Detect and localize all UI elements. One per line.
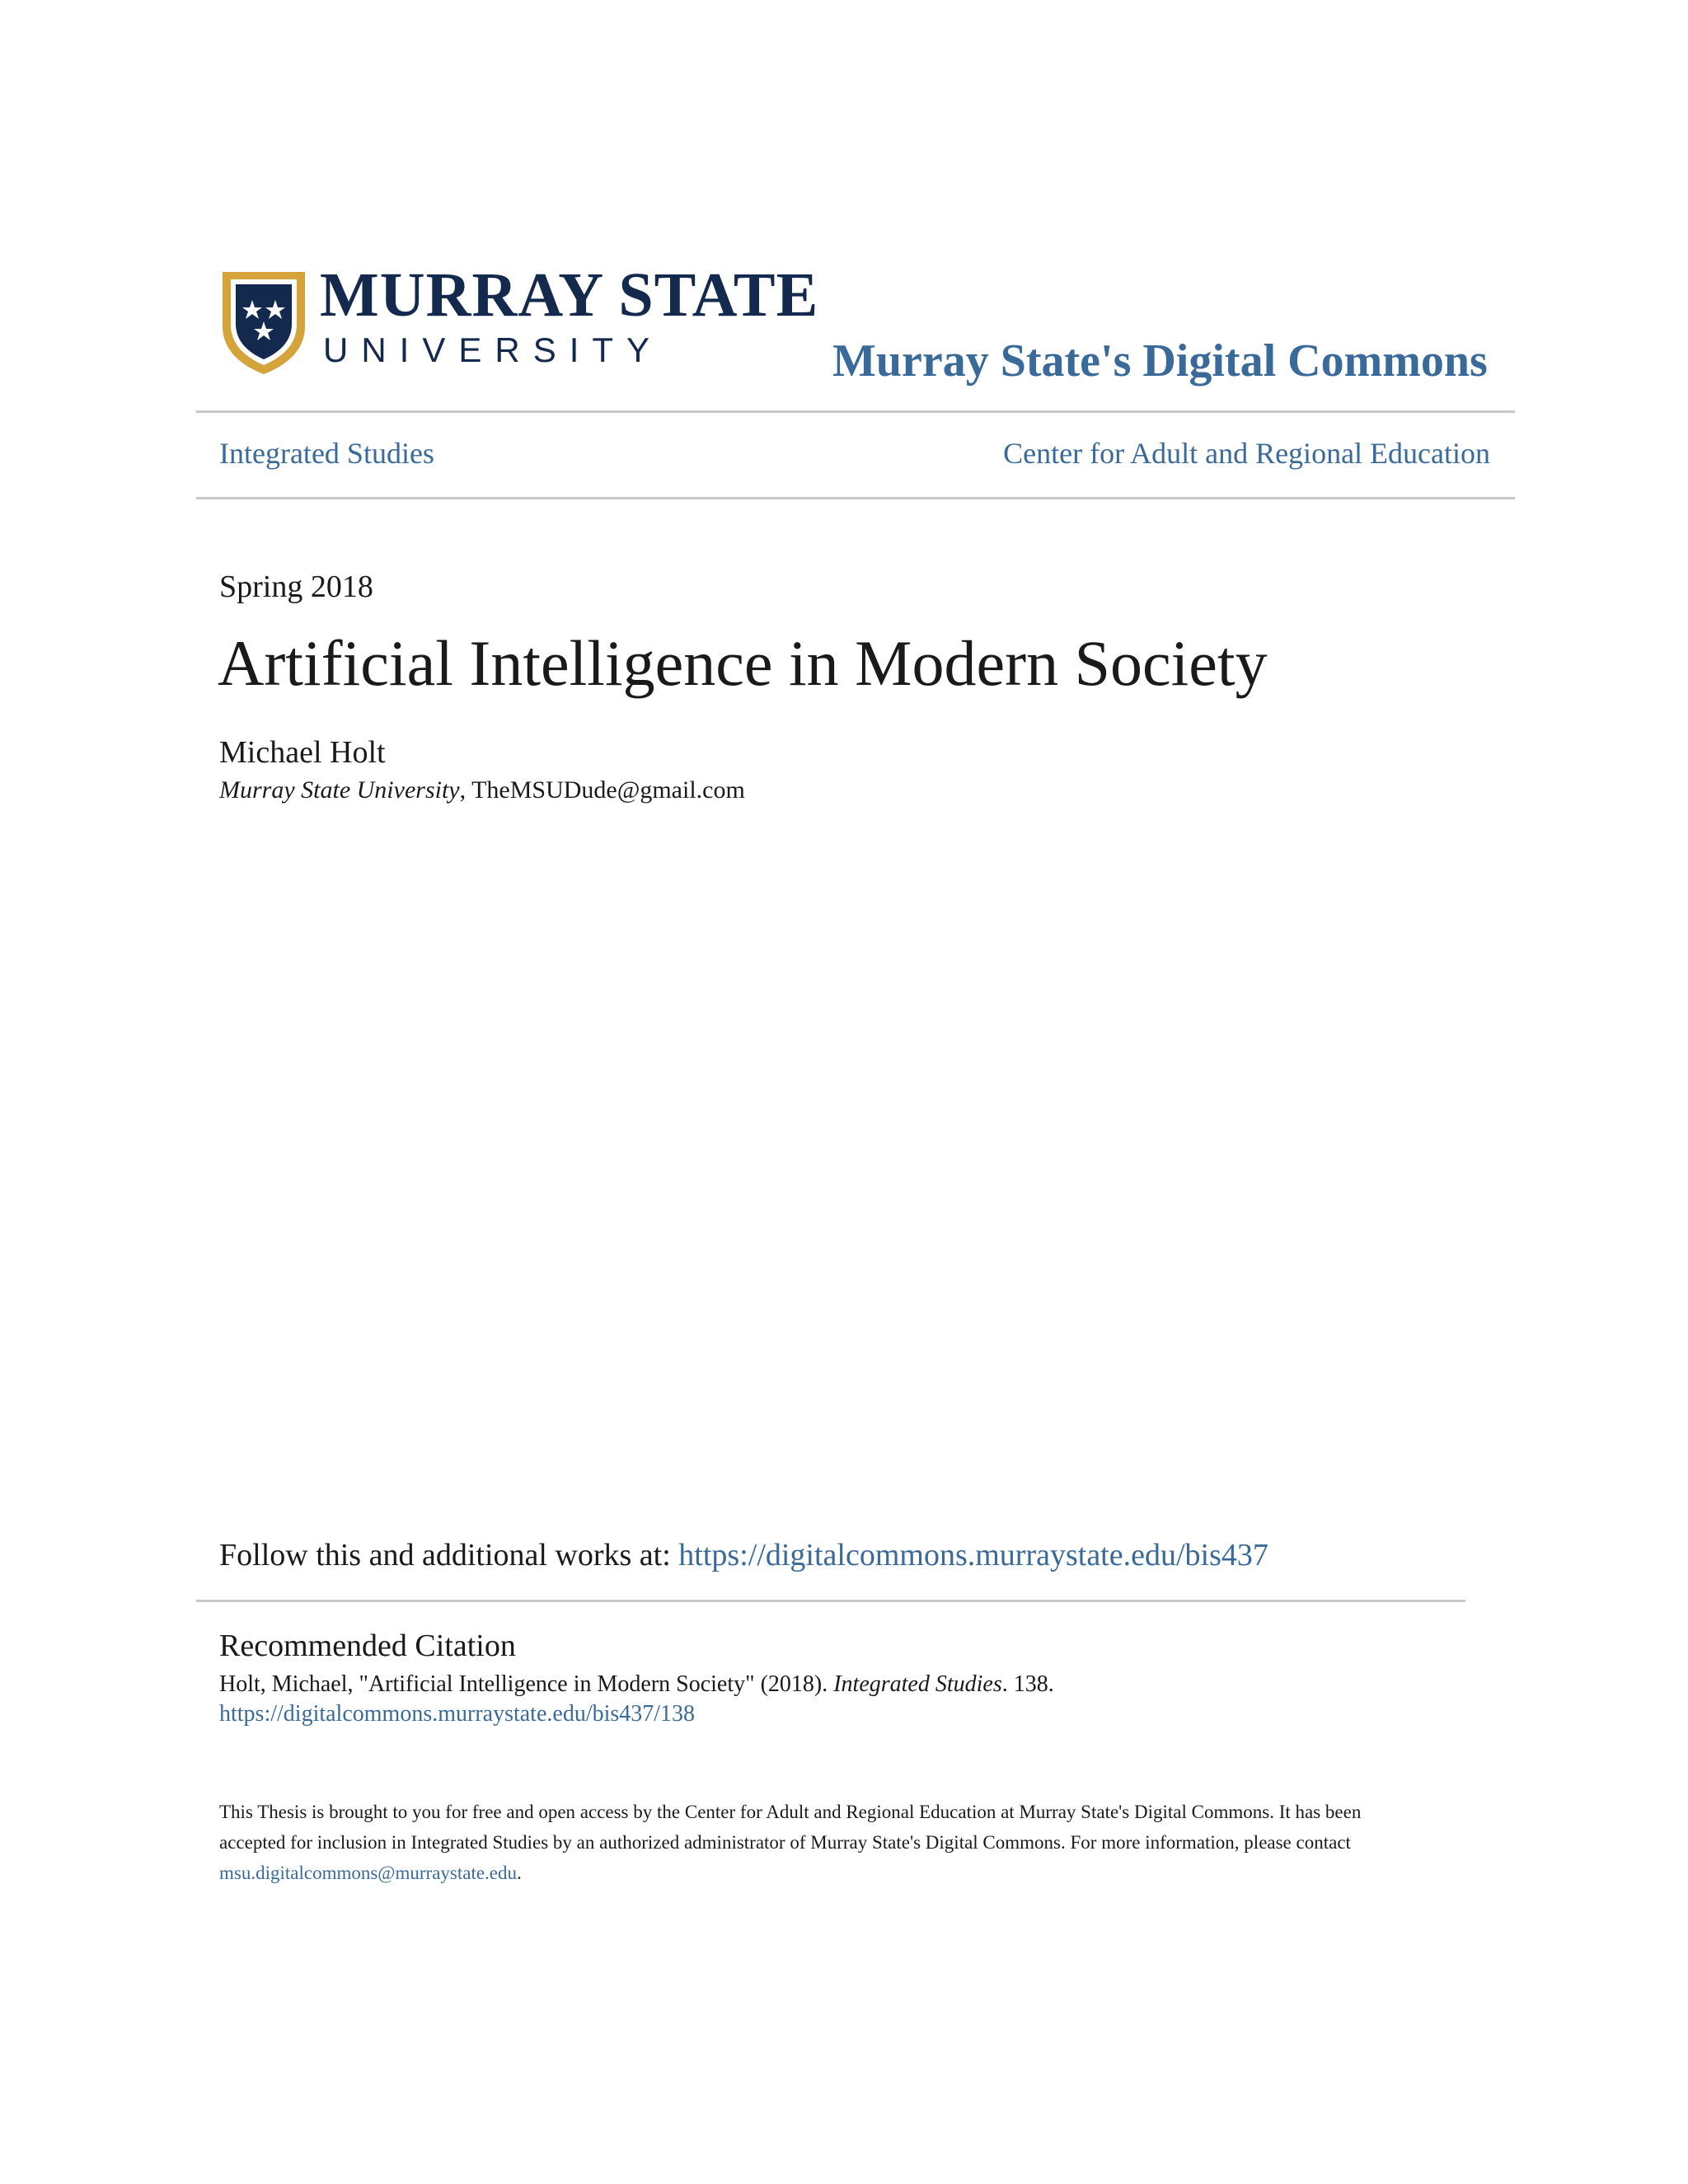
notice-end: . <box>517 1863 522 1883</box>
university-shield-logo <box>219 269 308 377</box>
citation-url-link[interactable]: https://digitalcommons.murraystate.edu/bis437/138 <box>219 1701 696 1727</box>
citation-series: Integrated Studies <box>833 1671 1002 1697</box>
author-name: Michael Holt <box>219 735 386 770</box>
follow-label: Follow this and additional works at: <box>219 1538 679 1572</box>
paper-title: Artificial Intelligence in Modern Society <box>218 627 1268 699</box>
citation-heading: Recommended Citation <box>219 1629 516 1663</box>
citation-suffix: . 138. <box>1001 1671 1054 1697</box>
nav-link-center-adult-education[interactable]: Center for Adult and Regional Education <box>1003 437 1490 470</box>
nav-link-integrated-studies[interactable]: Integrated Studies <box>219 437 434 470</box>
follow-line <box>219 1540 1268 1571</box>
author-email: TheMSUDude@gmail.com <box>471 776 745 804</box>
access-notice <box>219 1797 1522 1888</box>
affiliation-institution: Murray State University <box>219 776 460 804</box>
citation-prefix: Holt, Michael, "Artificial Intelligence in Modern Society" (2018). <box>219 1671 834 1697</box>
notice-line-2: accepted for inclusion in Integrated Studies by an authorized administrator of Murray State's Digital Commons. For more information, please contact <box>219 1832 1351 1853</box>
notice-line-3 <box>219 1858 1522 1888</box>
logo-wordmark-secondary: UNIVERSITY <box>323 330 663 369</box>
follow-url-link[interactable]: https://digitalcommons.murraystate.edu/bis437 <box>678 1538 1268 1572</box>
author-affiliation <box>219 778 745 803</box>
citation-text <box>219 1673 1054 1696</box>
citation-divider <box>196 1600 1465 1602</box>
logo-wordmark-primary: MURRAY STATE <box>320 260 819 330</box>
publication-date: Spring 2018 <box>219 569 373 604</box>
repository-name-link[interactable]: Murray State's Digital Commons <box>832 335 1488 387</box>
affiliation-separator: , <box>459 776 472 804</box>
notice-line-1: This Thesis is brought to you for free and open access by the Center for Adult and Regional Education at Murray State's Digital Commons. It has been <box>219 1802 1362 1822</box>
contact-email-link[interactable]: msu.digitalcommons@murraystate.edu <box>219 1863 518 1883</box>
nav-divider <box>196 497 1515 499</box>
header-divider <box>196 410 1515 413</box>
